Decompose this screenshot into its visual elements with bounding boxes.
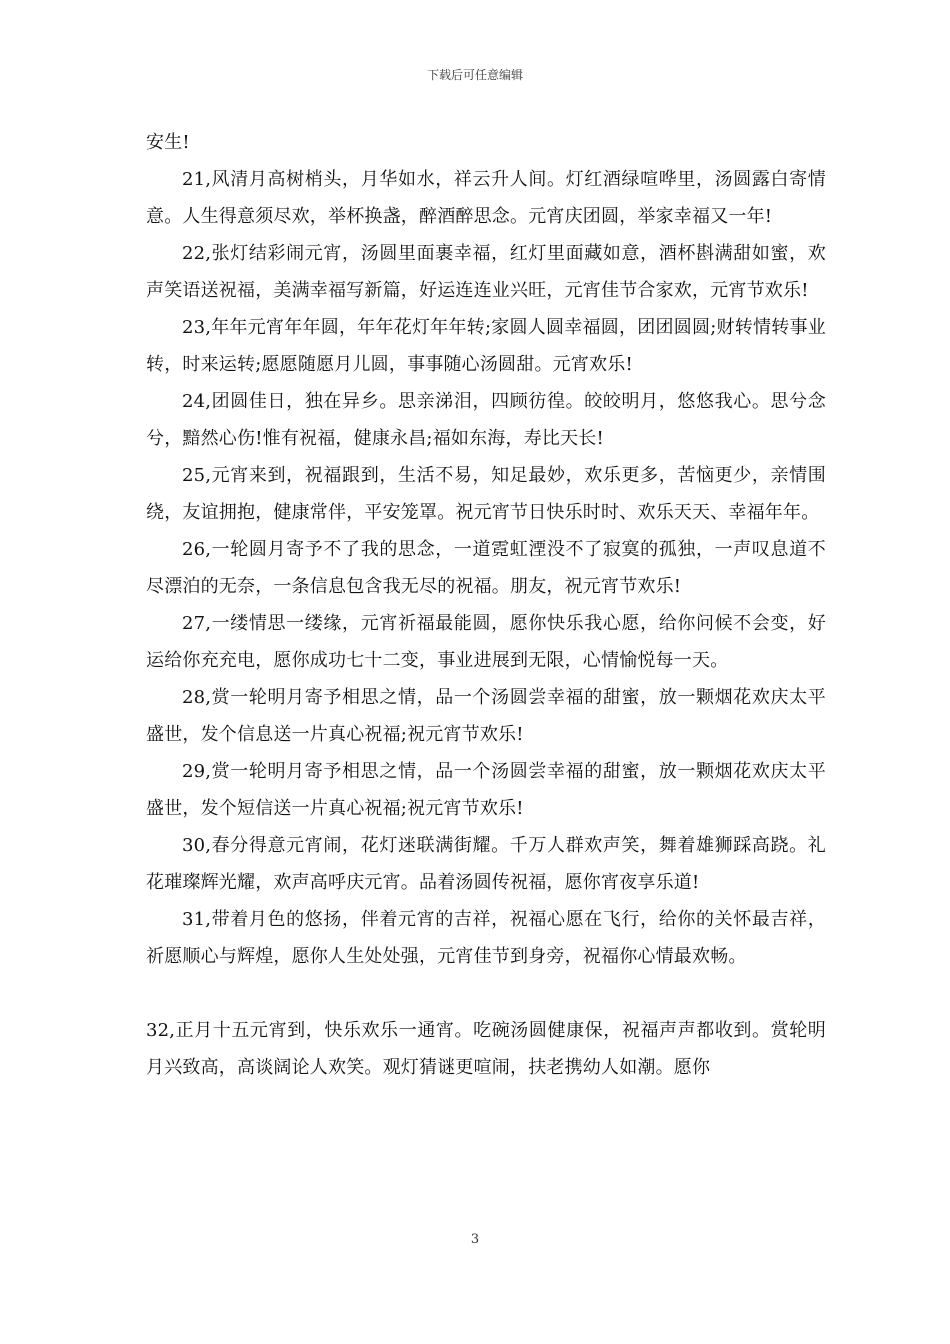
paragraph-23: 23,年年元宵年年圆，年年花灯年年转;家圆人圆幸福圆，团团圆圆;财转情转事业转，时来运转;愿愿随愿月儿圆，事事随心汤圆甜。元宵欢乐! (146, 317, 826, 375)
page-header: 下载后可任意编辑 (426, 68, 523, 82)
paragraph-29: 29,赏一轮明月寄予相思之情，品一个汤圆尝幸福的甜蜜，放一颗烟花欢庆太平盛世，发个短信送一片真心祝福;祝元宵节欢乐! (146, 761, 826, 819)
paragraph-26: 26,一轮圆月寄予不了我的思念，一道霓虹湮没不了寂寞的孤独，一声叹息道不尽漂泊的无奈，一条信息包含我无尽的祝福。朋友，祝元宵节欢乐! (146, 539, 826, 597)
paragraph-31: 31,带着月色的悠扬，伴着元宵的吉祥，祝福心愿在飞行，给你的关怀最吉祥，祈愿顺心与辉煌，愿你人生处处强，元宵佳节到身旁，祝福你心情最欢畅。 (146, 909, 826, 967)
paragraph-continuation: 安生! (146, 132, 190, 153)
paragraph-27: 27,一缕情思一缕缘，元宵祈福最能圆，愿你快乐我心愿，给你问候不会变，好运给你充充电，愿你成功七十二变，事业进展到无限，心情愉悦每一天。 (146, 613, 826, 671)
paragraph-30: 30,春分得意元宵闹，花灯迷联满街耀。千万人群欢声笑，舞着雄狮踩高跷。礼花璀璨辉光耀，欢声高呼庆元宵。品着汤圆传祝福，愿你宵夜享乐道! (146, 835, 826, 893)
paragraph-22: 22,张灯结彩闹元宵，汤圆里面裹幸福，红灯里面藏如意，酒杯斟满甜如蜜，欢声笑语送祝福，美满幸福写新篇，好运连连业兴旺，元宵佳节合家欢，元宵节欢乐! (146, 243, 826, 301)
paragraph-28: 28,赏一轮明月寄予相思之情，品一个汤圆尝幸福的甜蜜，放一颗烟花欢庆太平盛世，发个信息送一片真心祝福;祝元宵节欢乐! (146, 687, 826, 745)
document-body (146, 124, 826, 1086)
paragraph-21: 21,风清月高树梢头，月华如水，祥云升人间。灯红酒绿喧哗里，汤圆露白寄情意。人生得意须尽欢，举杯换盏，醉酒醉思念。元宵庆团圆，举家幸福又一年! (146, 169, 826, 227)
paragraph-32: 32,正月十五元宵到，快乐欢乐一通宵。吃碗汤圆健康保，祝福声声都收到。赏轮明月兴致高，高谈阔论人欢笑。观灯猜谜更喧闹，扶老携幼人如潮。愿你 (146, 1020, 826, 1078)
paragraph-24: 24,团圆佳日，独在异乡。思亲涕泪，四顾彷徨。皎皎明月，悠悠我心。思兮念兮，黯然心伤!惟有祝福，健康永昌;福如东海，寿比天长! (146, 391, 826, 449)
page-number: 3 (470, 1232, 480, 1247)
paragraph-25: 25,元宵来到，祝福跟到，生活不易，知足最妙，欢乐更多，苦恼更少，亲情围绕，友谊拥抱，健康常伴，平安笼罩。祝元宵节日快乐时时、欢乐天天、幸福年年。 (146, 465, 826, 523)
